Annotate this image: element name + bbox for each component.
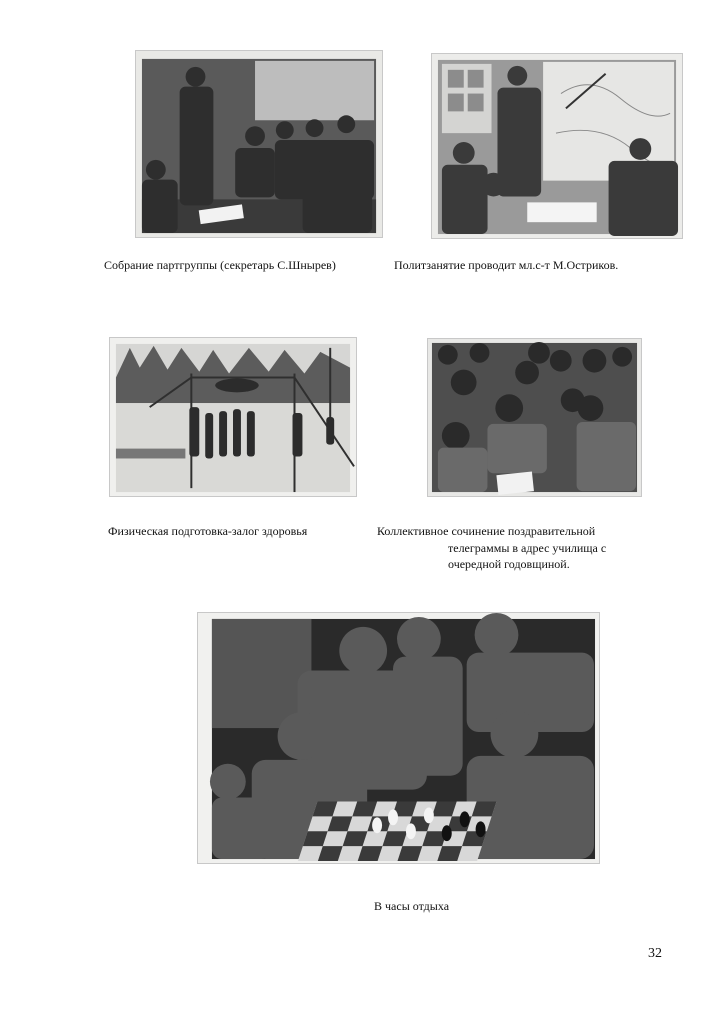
photo-physical-training [109, 337, 357, 497]
page-number: 32 [648, 946, 662, 961]
caption-telegram-line1: Коллективное сочинение поздравительной [377, 524, 596, 538]
photo-collective-telegram [427, 338, 642, 497]
caption-physical-training: Физическая подготовка-залог здоровья [108, 524, 308, 538]
caption-political-class: Политзанятие проводит мл.с-т М.Остриков. [394, 258, 619, 272]
caption-telegram-line2: телеграммы в адрес училища с [448, 541, 607, 555]
photo-chess-leisure [197, 612, 600, 864]
photo-party-meeting [135, 50, 383, 238]
caption-chess-leisure: В часы отдыха [374, 899, 450, 913]
photo-political-class [431, 53, 683, 239]
caption-party-meeting: Собрание партгруппы (секретарь С.Шнырев) [104, 258, 336, 272]
caption-telegram-line3: очередной годовщиной. [448, 557, 570, 571]
